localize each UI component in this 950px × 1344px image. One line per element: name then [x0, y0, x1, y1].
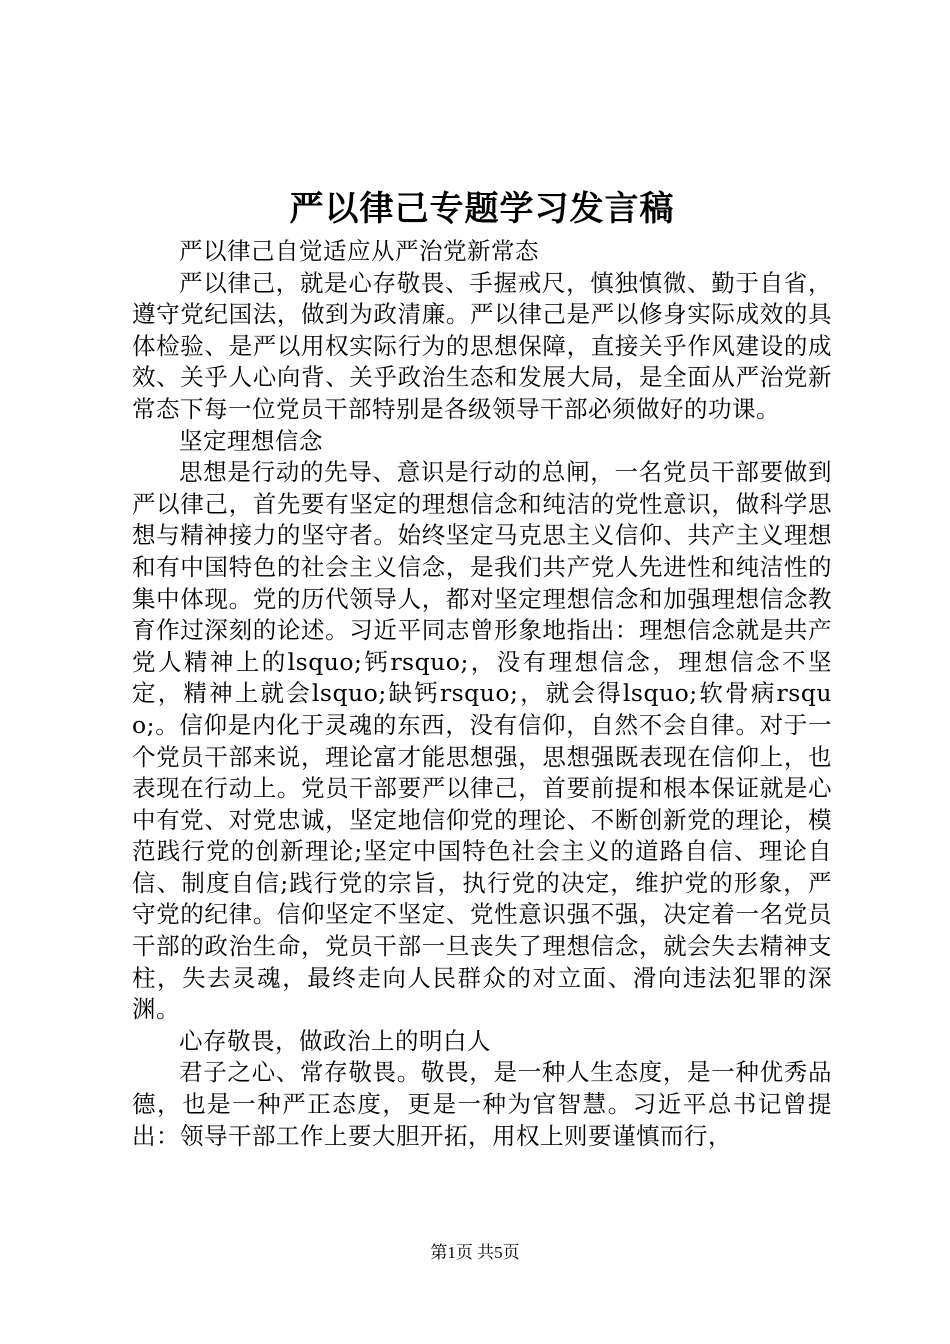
paragraph: 思想是行动的先导、意识是行动的总闸，一名党员干部要做到严以律己，首先要有坚定的理想信念和纯洁的党性意识，做科学思想与精神接力的坚守者。始终坚定马克思主义信仰、共产主义理想和有中国特色的社会主义信念，是我们共产党人先进性和纯洁性的集中体现。党的历代领导人，都对坚定理想信念和加强理想信念教育作过深刻的论述。习近平同志曾形象地指出：理想信念就是共产党人精神上的lsquo;钙rsquo;，没有理想信念，理想信念不坚定，精神上就会lsquo;缺钙rsquo;，就会得lsquo;软骨病rsquo;。信仰是内化于灵魂的东西，没有信仰，自然不会自律。对于一个党员干部来说，理论富才能思想强，思想强既表现在信仰上，也表现在行动上。党员干部要严以律己，首要前提和根本保证就是心中有党、对党忠诚，坚定地信仰党的理论、不断创新党的理论，模范践行党的创新理论;坚定中国特色社会主义的道路自信、理论自信、制度自信;践行党的宗旨，执行党的决定，维护党的形象，严守党的纪律。信仰坚定不坚定、党性意识强不强，决定着一名党员干部的政治生命，党员干部一旦丧失了理想信念，就会失去精神支柱，失去灵魂，最终走向人民群众的对立面、滑向违法犯罪的深渊。 — [132, 458, 832, 1024]
section-heading: 坚定理想信念 — [179, 426, 323, 455]
section-heading: 严以律己自觉适应从严治党新常态 — [179, 237, 539, 265]
section-heading: 心存敬畏，做政治上的明白人 — [179, 1026, 491, 1055]
paragraph: 君子之心、常存敬畏。敬畏，是一种人生态度，是一种优秀品德，也是一种严正态度，更是一种为官智慧。习近平总书记曾提出：领导干部工作上要大胆开拓，用权上则要谨慎而行， — [132, 1058, 832, 1150]
paragraph: 严以律己，就是心存敬畏、手握戒尺，慎独慎微、勤于自省，遵守党纪国法，做到为政清廉。严以律己是严以修身实际成效的具体检验、是严以用权实际行为的思想保障，直接关乎作风建设的成效、关乎人心向背、关乎政治生态和发展大局，是全面从严治党新常态下每一位党员干部特别是各级领导干部必须做好的功课。 — [132, 268, 832, 423]
document-page — [132, 182, 832, 1152]
document-title: 严以律己专题学习发言稿 — [289, 189, 675, 229]
page-footer: 第1页 共5页 — [430, 1243, 520, 1262]
document-body — [132, 236, 832, 1152]
